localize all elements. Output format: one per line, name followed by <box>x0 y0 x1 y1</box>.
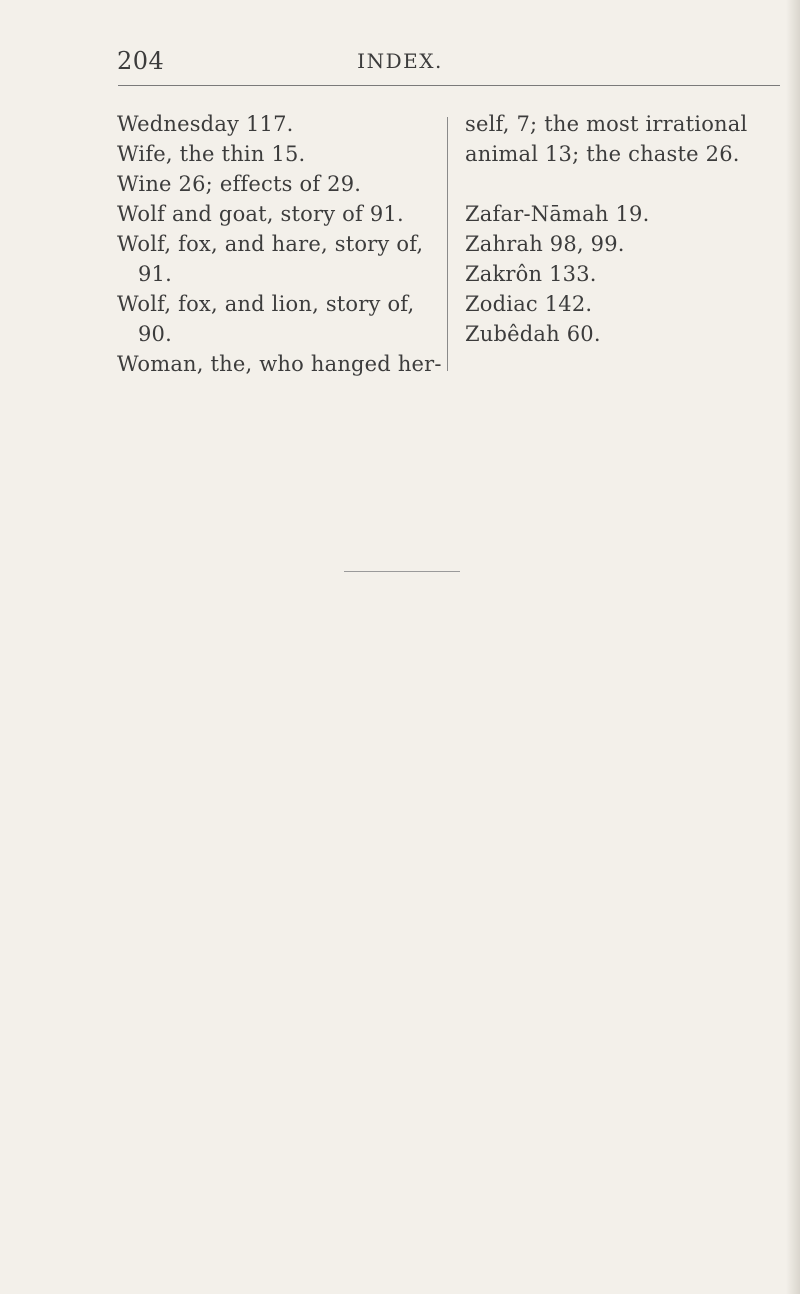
index-entry-continuation: 90. <box>138 322 172 346</box>
section-gap <box>465 169 785 199</box>
index-entry-continuation: 91. <box>138 262 172 286</box>
index-entry: Zubêdah 60. <box>465 322 601 346</box>
index-entry: Wolf, fox, and hare, story of, <box>117 232 424 256</box>
index-entry: Wife, the thin 15. <box>117 142 306 166</box>
index-entry: Zodiac 142. <box>465 292 593 316</box>
index-entry: Zafar-Nāmah 19. <box>465 202 650 226</box>
index-entry: Zahrah 98, 99. <box>465 232 625 256</box>
index-entry-continuation: animal 13; the chaste 26. <box>465 142 740 166</box>
header-rule <box>118 85 780 86</box>
end-rule <box>344 571 460 572</box>
index-entry: Wine 26; effects of 29. <box>117 172 362 196</box>
page-edge-shadow <box>786 0 800 1294</box>
index-entry: Zakrôn 133. <box>465 262 597 286</box>
running-head: INDEX. <box>357 49 443 73</box>
page-number: 204 <box>117 47 165 75</box>
index-entry: Wednesday 117. <box>117 112 294 136</box>
index-column-left <box>117 109 442 379</box>
index-entry: Wolf and goat, story of 91. <box>117 202 404 226</box>
index-entry-continuation: self, 7; the most irrational <box>465 112 748 136</box>
column-divider <box>447 117 448 371</box>
index-entry: Wolf, fox, and lion, story of, <box>117 292 415 316</box>
index-column-right <box>465 109 785 349</box>
index-entry: Woman, the, who hanged her- <box>117 352 442 376</box>
